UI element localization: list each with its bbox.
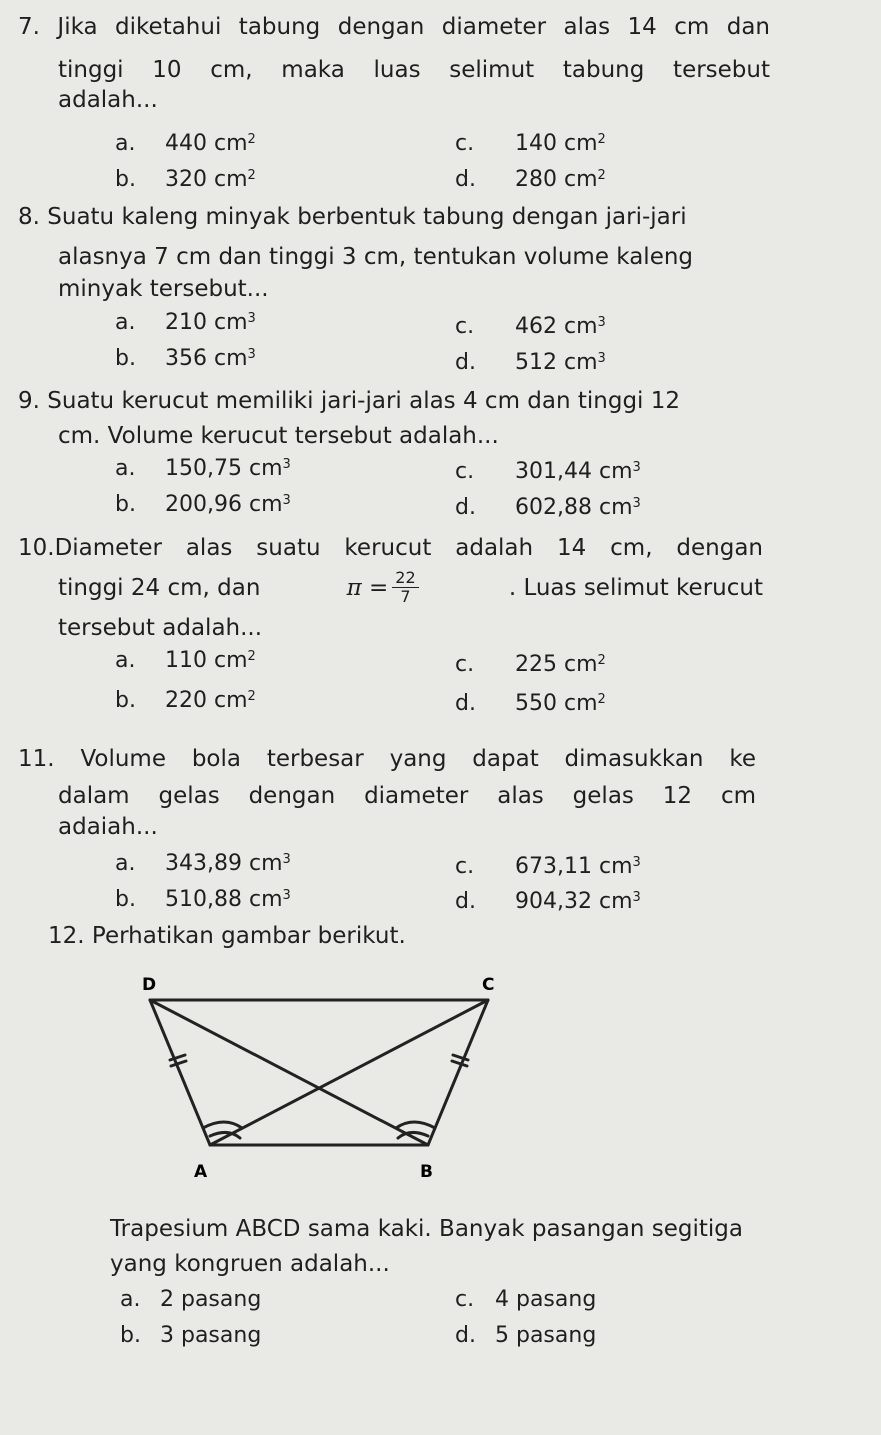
q9-line2: cm. Volume kerucut tersebut adalah... [58,423,499,449]
q12-line2: Trapesium ABCD sama kaki. Banyak pasangan segitiga [110,1216,743,1242]
q8-option-c[interactable]: c. 462 $cm^3$ [455,314,606,339]
label-d: D [142,975,157,995]
label-c: C [482,975,495,995]
q11-option-d[interactable]: d. 904,32 $cm^3$ [455,889,641,914]
q7-option-c[interactable]: c. 140 $cm^2$ [455,131,606,156]
q12-line3: yang kongruen adalah... [110,1251,390,1277]
q12-line1: 12. Perhatikan gambar berikut. [48,923,406,949]
q9-option-a[interactable]: a. 150,75 $cm^3$ [115,456,291,481]
q8-line2: alasnya 7 cm dan tinggi 3 cm, tentukan volume kaleng [58,244,694,270]
q10-line1: 10.Diameter alas suatu kerucut adalah 14 cm, dengan [18,535,763,561]
q8-option-d[interactable]: d. 512 $cm^3$ [455,350,606,375]
q7-line1: 7. Jika diketahui tabung dengan diameter alas 14 cm dan [18,14,771,40]
q7-option-b[interactable]: b. 320 $cm^2$ [115,167,256,192]
q7-line2: tinggi 10 cm, maka luas selimut tabung tersebut [58,57,770,83]
q12-option-b[interactable]: b. 3 pasang [120,1323,262,1348]
pi-fraction: $\frac{22}{7}$ [392,569,418,606]
q11-line2: dalam gelas dengan diameter alas gelas 12 cm [58,783,756,809]
q11-line1: 11. Volume bola terbesar yang dapat dimasukkan ke [18,746,757,772]
q12-option-d[interactable]: d. 5 pasang [455,1323,597,1348]
q7-line3: adalah... [58,87,158,113]
q9-line1: 9. Suatu kerucut memiliki jari-jari alas 4 cm dan tinggi 12 [18,388,681,414]
q12-option-c[interactable]: c. 4 pasang [455,1287,597,1312]
q11-option-c[interactable]: c. 673,11 $cm^3$ [455,854,641,879]
q12-option-a[interactable]: a. 2 pasang [120,1287,262,1312]
q9-option-c[interactable]: c. 301,44 $cm^3$ [455,459,641,484]
q10-line2: tinggi 24 cm, dan π = $\frac{22}{7}$ . Luas selimut kerucut [58,568,763,606]
trapezoid-figure [130,968,510,1188]
label-b: B [420,1162,433,1182]
q7-option-a[interactable]: a. 440 $cm^2$ [115,131,256,156]
q10-option-a[interactable]: a. 110 $cm^2$ [115,648,256,673]
q11-option-a[interactable]: a. 343,89 $cm^3$ [115,851,291,876]
q8-line1: 8. Suatu kaleng minyak berbentuk tabung dengan jari-jari [18,204,687,230]
q8-line3: minyak tersebut... [58,276,269,302]
q7-option-d[interactable]: d. 280 $cm^2$ [455,167,606,192]
q10-option-b[interactable]: b. 220 $cm^2$ [115,688,256,713]
q11-option-b[interactable]: b. 510,88 $cm^3$ [115,887,291,912]
q10-option-c[interactable]: c. 225 $cm^2$ [455,652,606,677]
label-a: A [194,1162,208,1182]
q9-option-b[interactable]: b. 200,96 $cm^3$ [115,492,291,517]
q9-option-d[interactable]: d. 602,88 $cm^3$ [455,495,641,520]
q8-option-a[interactable]: a. 210 $cm^3$ [115,310,256,335]
q10-line3: tersebut adalah... [58,615,263,641]
q11-line3: adaiah... [58,814,158,840]
q8-option-b[interactable]: b. 356 $cm^3$ [115,346,256,371]
q10-option-d[interactable]: d. 550 $cm^2$ [455,691,606,716]
